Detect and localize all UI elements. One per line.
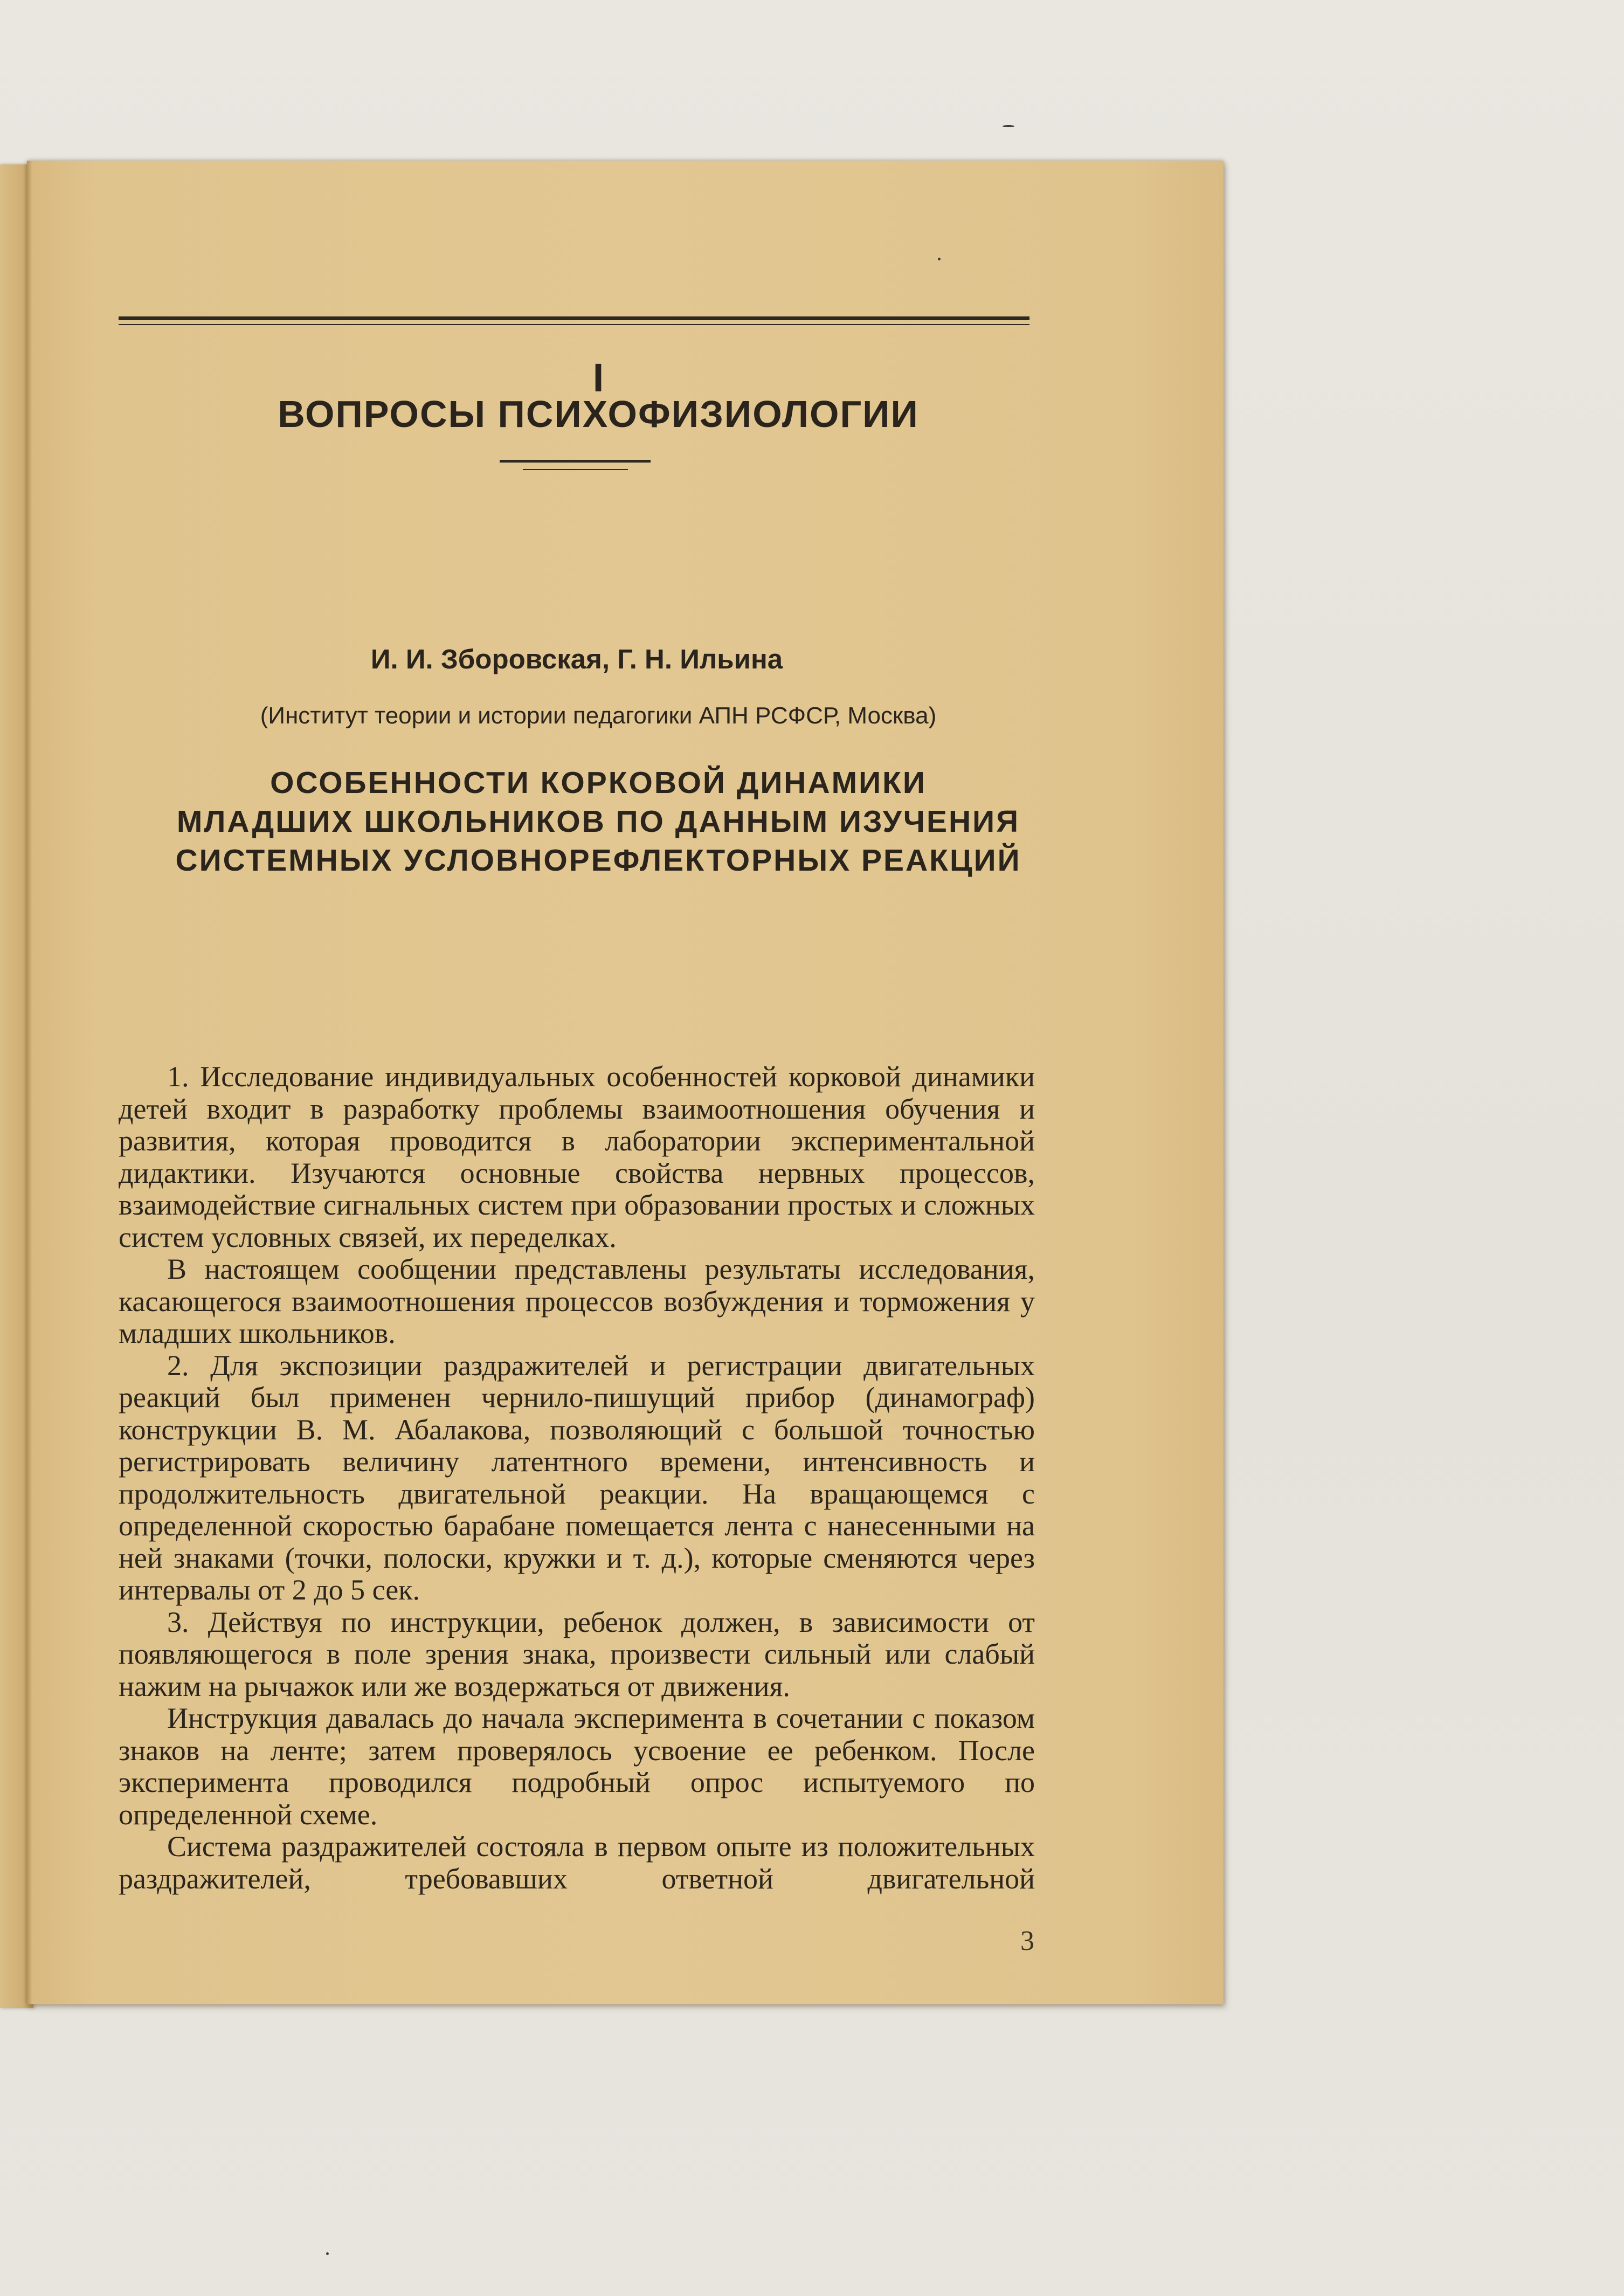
chapter-underline-thick (500, 460, 651, 463)
article-body (119, 1061, 1035, 1895)
page-number: 3 (1020, 1926, 1034, 1956)
article-authors: И. И. Зборовская, Г. Н. Ильина (370, 644, 783, 674)
body-paragraph: 1. Исследование индивидуальных особенностей корковой динамики детей входит в разработку проблемы взаимоотношения обучения и развития, которая проводится в лаборатории экспериментальной дидактики. Изучаются основные свойства нервных процессов, взаимодействие сигнальных систем при образовании простых и сложных систем условных связей, их переделках. (119, 1060, 1035, 1253)
body-paragraph: 2. Для экспозиции раздражителей и регистрации двигательных реакций был применен чернило-пишущий прибор (динамограф) конструкции В. М. Абалакова, позволяющий с большой точностью регистрировать величину латентного времени, интенсивность и продолжительность двигательной реакции. На вращающемся с определенной скоростью барабане помещается лента с нанесенными на ней знаками (точки, полоски, кружки и т. д.), которые сменяются через интервалы от 2 до 5 сек. (119, 1349, 1035, 1606)
article-affiliation: (Институт теории и истории педагогики АПН РСФСР, Москва) (260, 702, 937, 729)
chapter-number: I (592, 355, 604, 400)
article-title (0, 763, 1197, 880)
article-title-line: МЛАДШИХ ШКОЛЬНИКОВ ПО ДАННЫМ ИЗУЧЕНИЯ (176, 804, 1020, 839)
body-paragraph: В настоящем сообщении представлены результаты исследования, касающегося взаимоотношения процессов возбуждения и торможения у младших школьников. (119, 1253, 1035, 1349)
top-rule-thick (119, 316, 1029, 320)
speck (326, 2252, 329, 2255)
body-paragraph: Система раздражителей состояла в первом опыте из положительных раздражителей, требовавших ответной двигательной (119, 1830, 1035, 1895)
chapter-underline-thin (523, 469, 628, 470)
article-title-line: СИСТЕМНЫХ УСЛОВНОРЕФЛЕКТОРНЫХ РЕАКЦИЙ (175, 843, 1021, 878)
page-gutter-shadow (27, 161, 32, 2004)
book-page (27, 161, 1224, 2004)
chapter-title: ВОПРОСЫ ПСИХОФИЗИОЛОГИИ (278, 393, 919, 435)
top-rule-thin (119, 324, 1029, 325)
article-title-line: ОСОБЕННОСТИ КОРКОВОЙ ДИНАМИКИ (270, 766, 927, 800)
body-paragraph: Инструкция давалась до начала эксперимента в сочетании с показом знаков на ленте; затем проверялось усвоение ее ребенком. После эксперимента проводился подробный опрос испытуемого по определенной схеме. (119, 1702, 1035, 1831)
speck (938, 258, 941, 260)
speck (1003, 125, 1014, 127)
body-paragraph: 3. Действуя по инструкции, ребенок должен, в зависимости от появляющегося в поле зрения знака, произвести сильный или слабый нажим на рычажок или же воздержаться от движения. (119, 1605, 1035, 1702)
